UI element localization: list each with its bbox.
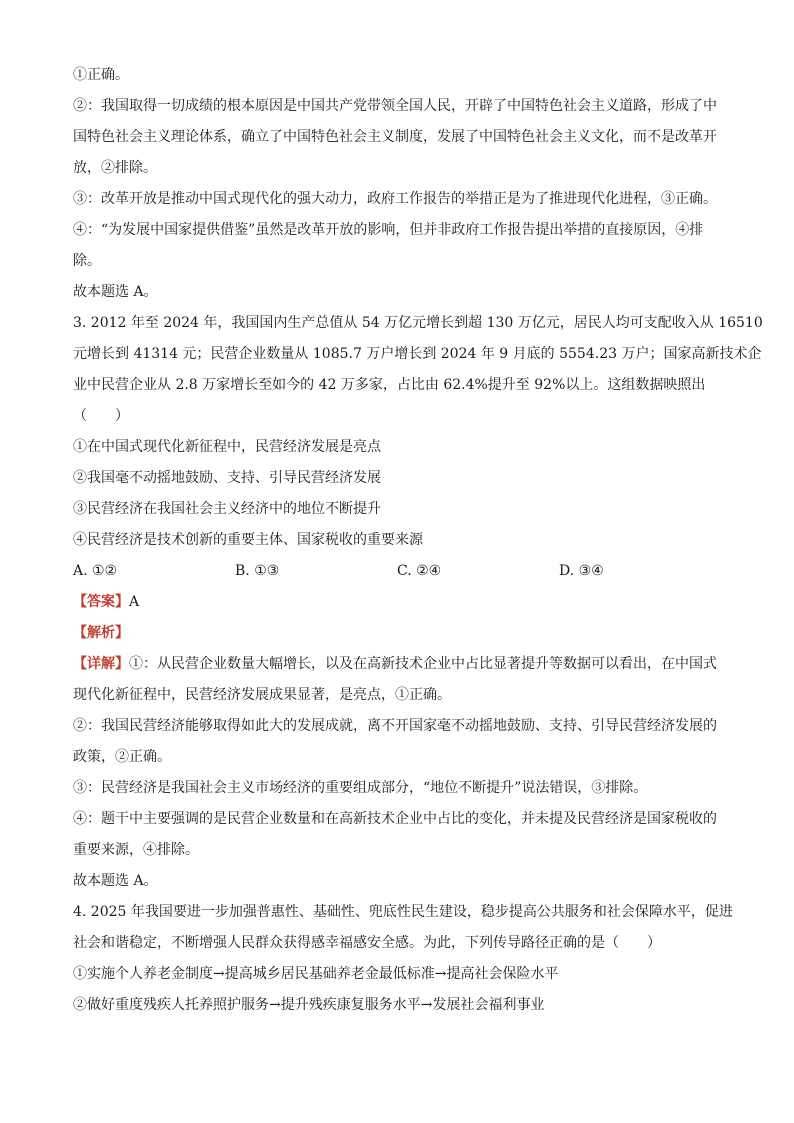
text-line: 放，②排除。 (73, 160, 157, 176)
option-b: B. ①③ (235, 563, 280, 579)
question-4-stem: 社会和谐稳定，不断增强人民群众获得感幸福感安全感。为此，下列传导路径正确的是（ ） (73, 935, 661, 951)
text-line: 除。 (73, 253, 101, 269)
detail-tag: 【详解】 (73, 656, 129, 672)
statement-3: ③民营经济在我国社会主义经济中的地位不断提升 (73, 501, 381, 517)
question-3-blank: （ ） (73, 408, 129, 424)
text-line: ④：题干中主要强调的是民营企业数量和在高新技术企业中占比的变化，并未提及民营经济是国家税收的 (73, 811, 717, 827)
option-d: D. ③④ (559, 563, 604, 579)
conclusion-line: 故本题选 A。 (73, 284, 158, 300)
statement-2: ②我国毫不动摇地鼓励、支持、引导民营经济发展 (73, 470, 381, 486)
statement-4: ④民营经济是技术创新的重要主体、国家税收的重要来源 (73, 532, 423, 548)
statement-1: ①实施个人养老金制度→提高城乡居民基础养老金最低标准→提高社会保险水平 (73, 966, 559, 982)
detail-text: ①：从民营企业数量大幅增长，以及在高新技术企业中占比显著提升等数据可以看出，在中国式 (129, 656, 717, 672)
analysis-tag: 【解析】 (73, 625, 129, 641)
text-line: ④：“为发展中国家提供借鉴”虽然是改革开放的影响，但并非政府工作报告提出举措的直接原因，④排 (73, 222, 704, 238)
question-3-stem: 3. 2012 年至 2024 年，我国国内生产总值从 54 万亿元增长到超 130 万亿元，居民人均可支配收入从 16510 (73, 315, 763, 331)
text-line: 政策，②正确。 (73, 749, 171, 765)
text-line: ①正确。 (73, 67, 129, 83)
answer-tag: 【答案】 (73, 594, 129, 610)
statement-2: ②做好重度残疾人托养照护服务→提升残疾康复服务水平→发展社会福利事业 (73, 997, 545, 1013)
question-3-stem: 业中民营企业从 2.8 万家增长至如今的 42 万多家，占比由 62.4%提升至 92%以上。这组数据映照出 (73, 377, 706, 393)
text-line: ③：民营经济是我国社会主义市场经济的重要组成部分，“地位不断提升”说法错误，③排除。 (73, 780, 648, 796)
conclusion-line: 故本题选 A。 (73, 873, 158, 889)
text-line: 国特色社会主义理论体系，确立了中国特色社会主义制度，发展了中国特色社会主义文化，而不是改革开 (73, 129, 717, 145)
option-a: A. ①② (73, 563, 118, 579)
statement-1: ①在中国式现代化新征程中，民营经济发展是亮点 (73, 439, 381, 455)
answer-value: A (129, 594, 140, 610)
text-line: ②：我国民营经济能够取得如此大的发展成就，离不开国家毫不动摇地鼓励、支持、引导民营经济发展的 (73, 718, 717, 734)
question-4-stem: 4. 2025 年我国要进一步加强普惠性、基础性、兜底性民生建设，稳步提高公共服务和社会保障水平，促进 (73, 904, 733, 920)
detail-line (73, 649, 721, 680)
option-c: C. ②④ (397, 563, 442, 579)
text-line: 重要来源，④排除。 (73, 842, 199, 858)
document-page (73, 60, 763, 1021)
text-line: 现代化新征程中，民营经济发展成果显著，是亮点，①正确。 (73, 687, 451, 703)
answer-line (73, 587, 721, 618)
analysis-line (73, 618, 721, 649)
text-line: ②：我国取得一切成绩的根本原因是中国共产党带领全国人民，开辟了中国特色社会主义道路，形成了中 (73, 98, 717, 114)
question-3-stem: 元增长到 41314 元；民营企业数量从 1085.7 万户增长到 2024 年 9 月底的 5554.23 万户；国家高新技术企 (73, 346, 762, 362)
answer-options (73, 556, 721, 587)
text-line: ③：改革开放是推动中国式现代化的强大动力，政府工作报告的举措正是为了推进现代化进程，③正确。 (73, 191, 717, 207)
